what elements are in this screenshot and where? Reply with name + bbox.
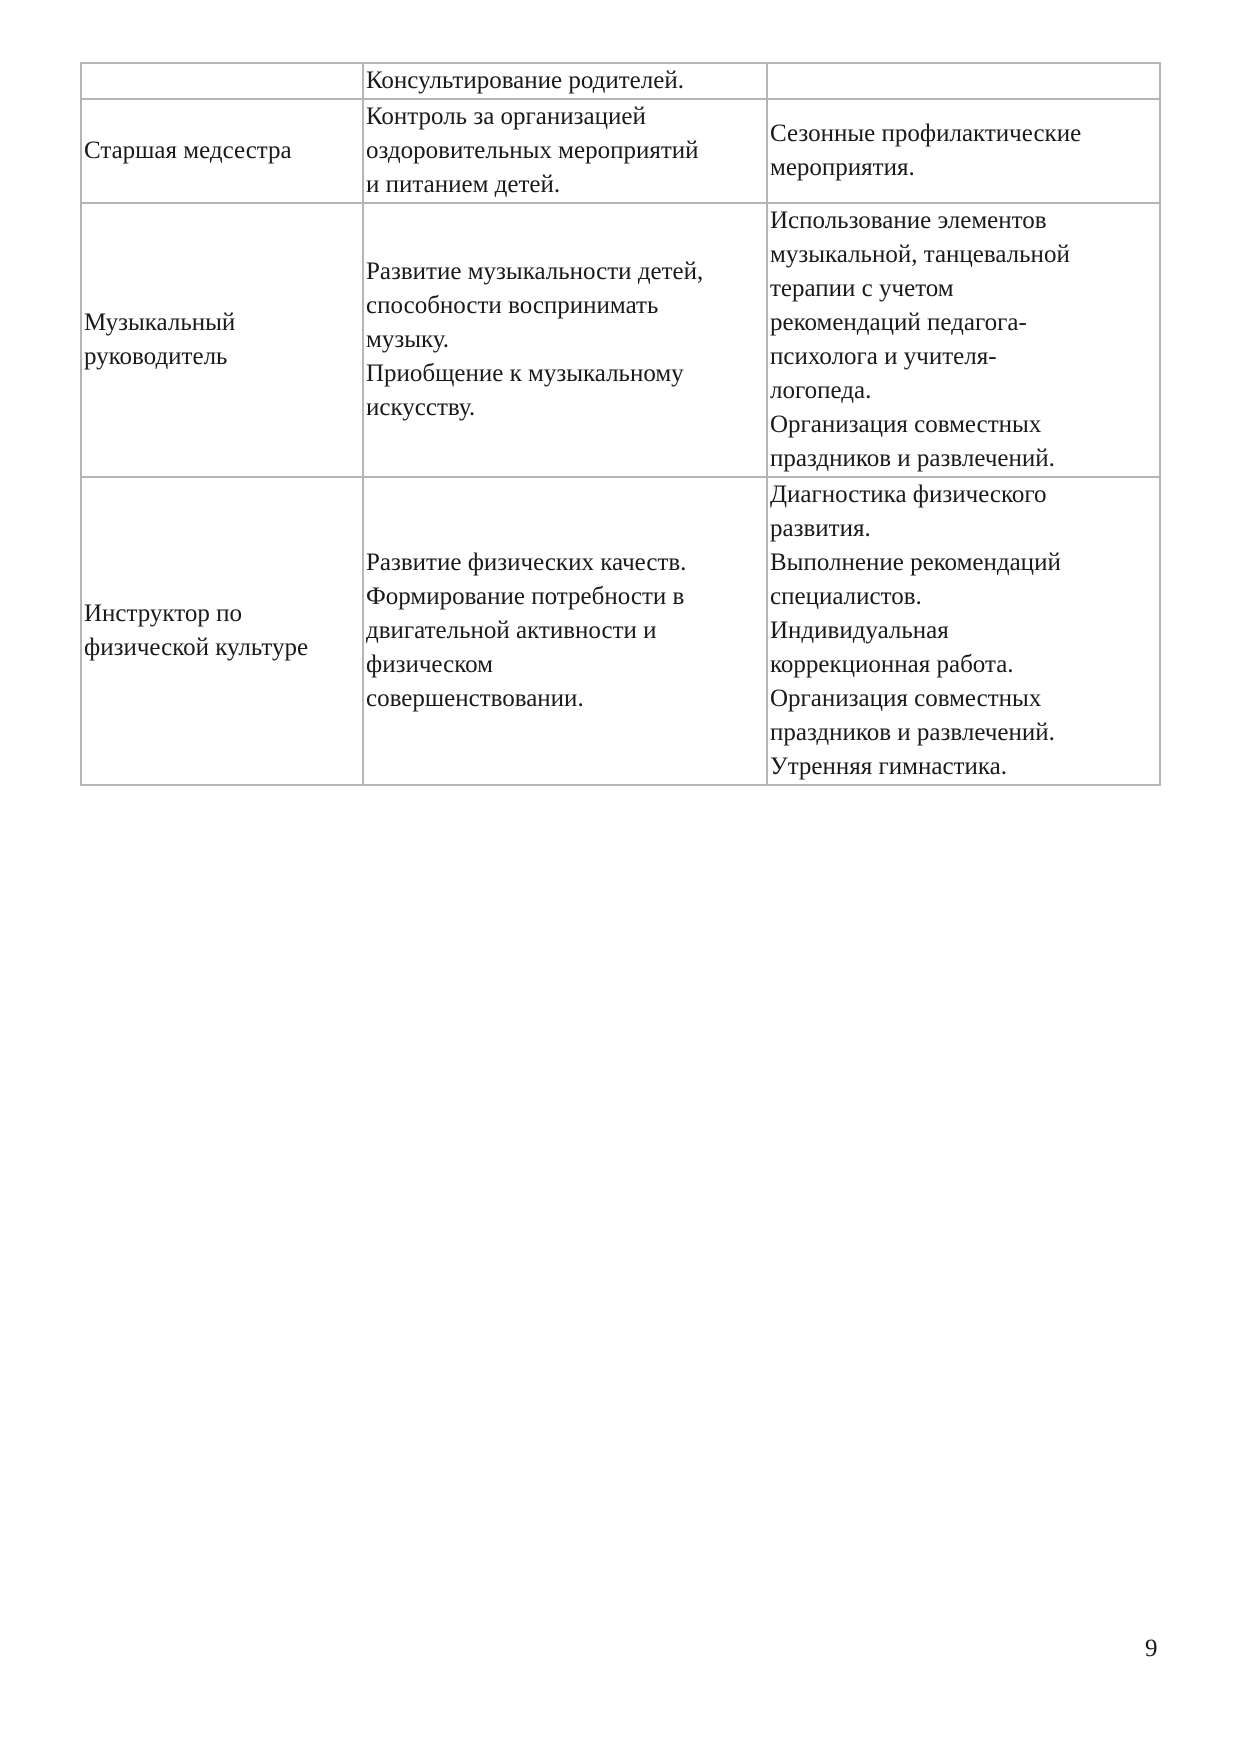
role-line: руководитель (84, 343, 228, 370)
forms-line: Диагностика физического (770, 481, 1047, 508)
tasks-line: Развитие музыкальности детей, (366, 258, 704, 285)
tasks-line: искусству. (366, 394, 476, 421)
forms-line: мероприятия. (770, 154, 915, 181)
tasks-line: двигательной активности и (366, 617, 657, 644)
forms-line: коррекционная работа. (770, 651, 1014, 678)
forms-line: музыкальной, танцевальной (770, 241, 1070, 268)
tasks-line: совершенствовании. (366, 685, 584, 712)
forms-line: терапии с учетом (770, 275, 954, 302)
tasks-line: Развитие физических качеств. (366, 549, 687, 576)
forms-line: логопеда. (770, 377, 872, 404)
tasks-line: и питанием детей. (366, 171, 561, 198)
role-cell (81, 99, 363, 203)
forms-line: рекомендаций педагога- (770, 309, 1027, 336)
page-number: 9 (1145, 1635, 1158, 1662)
forms-line: Утренняя гимнастика. (770, 753, 1007, 780)
tasks-line: Контроль за организацией (366, 103, 646, 130)
forms-line: психолога и учителя- (770, 343, 997, 370)
role-cell (81, 63, 363, 99)
specialists-table (80, 62, 1161, 786)
tasks-line: музыку. (366, 326, 450, 353)
forms-line: Выполнение рекомендаций (770, 549, 1061, 576)
forms-line: Использование элементов (770, 207, 1047, 234)
role-line: Инструктор по (84, 600, 242, 627)
tasks-cell (363, 477, 767, 785)
tasks-cell (363, 99, 767, 203)
tasks-line: Формирование потребности в (366, 583, 685, 610)
forms-line: Организация совместных (770, 411, 1042, 438)
forms-cell (767, 203, 1160, 477)
tasks-line: оздоровительных мероприятий (366, 137, 699, 164)
table-row (81, 477, 1160, 785)
role-line: физической культуре (84, 634, 309, 661)
tasks-line: физическом (366, 651, 493, 678)
table-row (81, 203, 1160, 477)
forms-line: праздников и развлечений. (770, 719, 1055, 746)
role-line: Музыкальный (84, 309, 236, 336)
tasks-line: Приобщение к музыкальному (366, 360, 684, 387)
table-row (81, 99, 1160, 203)
tasks-line: способности воспринимать (366, 292, 659, 319)
forms-cell (767, 63, 1160, 99)
forms-line: специалистов. (770, 583, 922, 610)
table-row (81, 63, 1160, 99)
forms-line: Сезонные профилактические (770, 120, 1082, 147)
tasks-line: Консультирование родителей. (366, 67, 684, 94)
role-cell (81, 203, 363, 477)
forms-cell (767, 99, 1160, 203)
forms-line: праздников и развлечений. (770, 445, 1055, 472)
tasks-cell (363, 63, 767, 99)
forms-line: Индивидуальная (770, 617, 949, 644)
role-line: Старшая медсестра (84, 137, 292, 164)
forms-cell (767, 477, 1160, 785)
forms-line: развития. (770, 515, 871, 542)
forms-line: Организация совместных (770, 685, 1042, 712)
role-cell (81, 477, 363, 785)
tasks-cell (363, 203, 767, 477)
